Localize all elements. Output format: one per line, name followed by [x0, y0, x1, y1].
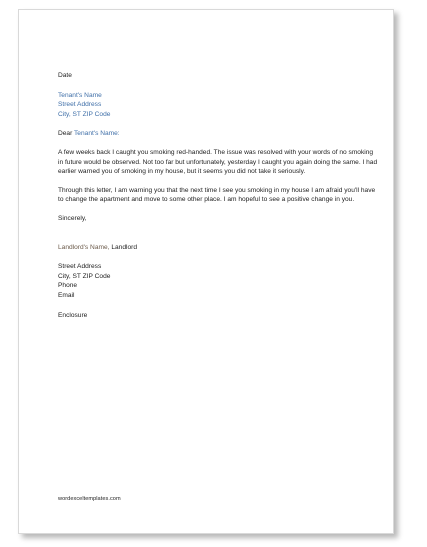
- sender-phone: Phone: [58, 282, 78, 290]
- salutation-prefix: Dear: [58, 130, 75, 138]
- sender-city: City, ST ZIP Code: [58, 272, 111, 280]
- document-page: [18, 9, 394, 534]
- signature-name: Landlord's Name,: [58, 243, 110, 251]
- recipient-block: [58, 91, 378, 120]
- recipient-street: Street Address: [58, 101, 102, 109]
- signature-title: Landlord: [109, 243, 137, 251]
- letter-body: [58, 71, 378, 320]
- body-paragraph-1: A few weeks back I caught you smoking red-handed. The issue was resolved with your words of no smoking in future would be observed. Not too far but unfortunately, yesterday I caught you again doing the same. I had earlier warned you of smoking in my house, but it seems you did not take it seriously.: [58, 148, 378, 176]
- signature-line: [58, 243, 378, 253]
- salutation: [58, 129, 378, 139]
- sender-block: [58, 262, 378, 300]
- salutation-name: Tenant's Name:: [74, 130, 120, 138]
- recipient-city: City, ST ZIP Code: [58, 110, 111, 118]
- enclosure-line: Enclosure: [58, 311, 88, 319]
- body-paragraph-2: Through this letter, I am warning you that the next time I see you smoking in my house I am afraid you'll have to change the apartment and move to some other place. I am hopeful to see a positive change in you.: [58, 186, 376, 204]
- date-line: Date: [58, 72, 72, 79]
- sender-email: Email: [58, 291, 75, 299]
- sender-street: Street Address: [58, 263, 102, 271]
- recipient-name: Tenant's Name: [58, 91, 102, 99]
- closing: Sincerely,: [58, 214, 87, 222]
- footer-website: wordexceltemplates.com: [58, 496, 121, 502]
